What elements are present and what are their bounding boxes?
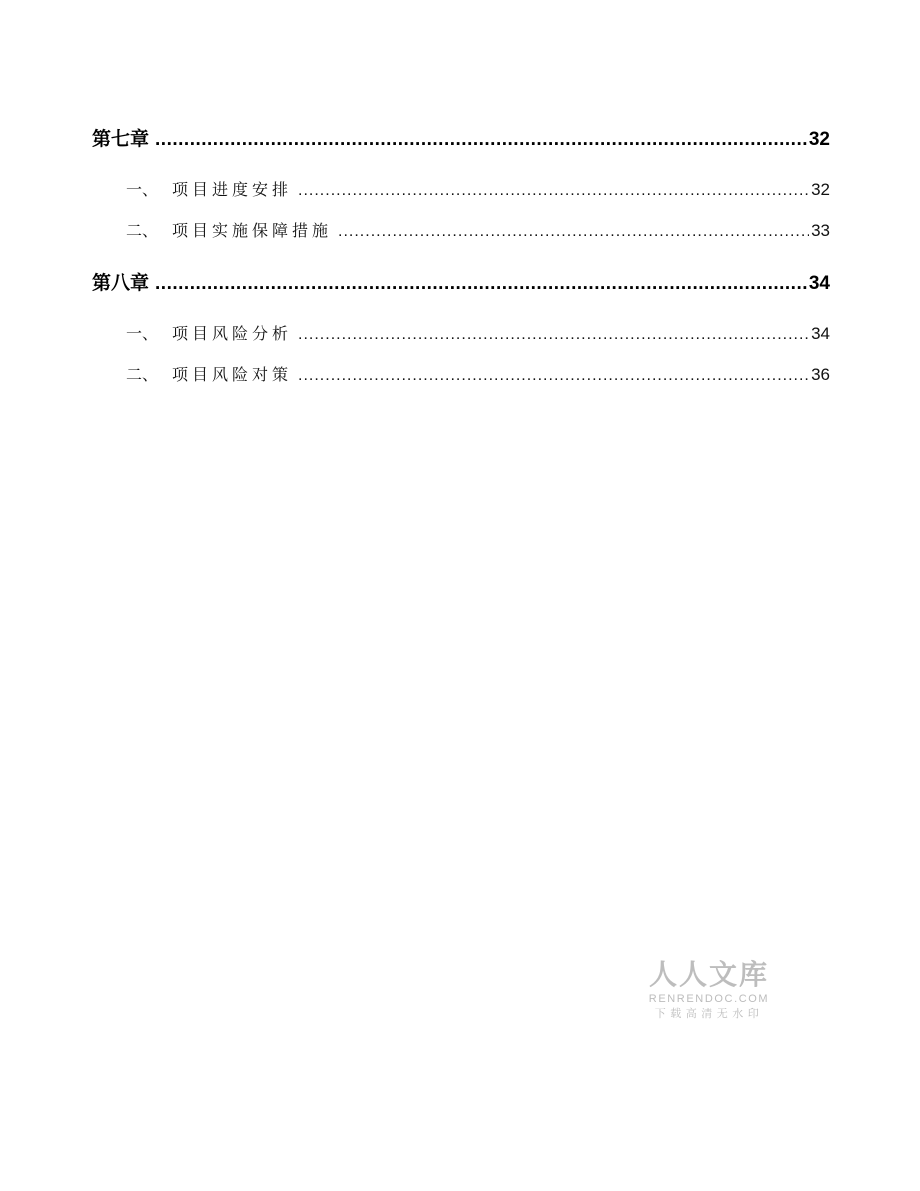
section-title: 项目进度安排 [172, 180, 293, 199]
dot-leader [298, 182, 809, 200]
watermark-brand: 人人文库 [648, 958, 769, 991]
watermark-logo [646, 958, 772, 1022]
toc-entry-section[interactable] [126, 218, 830, 241]
page-number: 32 [808, 129, 830, 150]
watermark-site: RENRENDOC.COM [648, 993, 770, 1005]
chapter-title: 第八章 [92, 272, 150, 294]
page-number: 34 [808, 273, 830, 294]
toc-entry-section[interactable] [126, 177, 830, 200]
chapter-title: 第七章 [92, 128, 150, 150]
dot-leader [155, 273, 807, 295]
section-number: 一、 [126, 180, 159, 199]
section-title: 项目风险分析 [172, 324, 293, 343]
section-title: 项目实施保障措施 [172, 221, 333, 240]
dot-leader [298, 326, 809, 344]
section-number: 一、 [126, 324, 159, 343]
dot-leader [338, 223, 809, 241]
dot-leader [155, 129, 807, 151]
watermark-tagline: 下载高清无水印 [654, 1007, 764, 1020]
section-number: 二、 [126, 221, 159, 240]
section-title: 项目风险对策 [172, 365, 293, 384]
section-number: 二、 [126, 365, 159, 384]
page-number: 32 [811, 180, 830, 199]
page-number: 34 [811, 324, 830, 343]
toc-entry-chapter-7[interactable] [92, 124, 830, 151]
toc-entry-section[interactable] [126, 362, 830, 385]
toc-entry-section[interactable] [126, 321, 830, 344]
dot-leader [298, 367, 809, 385]
page-number: 36 [811, 365, 830, 384]
page-number: 33 [811, 221, 830, 240]
toc-entry-chapter-8[interactable] [92, 268, 830, 295]
